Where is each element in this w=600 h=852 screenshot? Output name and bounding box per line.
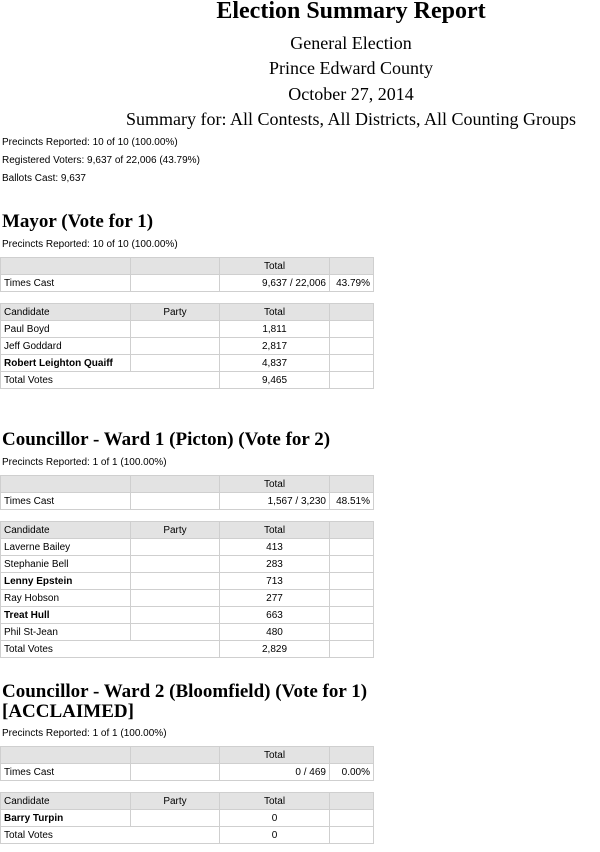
total-votes-value: 9,465 bbox=[220, 372, 330, 389]
candidate-name: Laverne Bailey bbox=[1, 539, 131, 556]
candidate-header: Candidate bbox=[1, 793, 131, 810]
total-header: Total bbox=[220, 793, 330, 810]
total-header: Total bbox=[220, 476, 330, 493]
candidate-total: 0 bbox=[220, 810, 330, 827]
table-row bbox=[1, 590, 374, 607]
total-header: Total bbox=[220, 747, 330, 764]
candidate-total: 413 bbox=[220, 539, 330, 556]
mayor-candidates-table bbox=[0, 303, 374, 389]
candidate-total: 277 bbox=[220, 590, 330, 607]
total-votes-row bbox=[1, 372, 374, 389]
total-votes-label: Total Votes bbox=[1, 641, 220, 658]
candidate-header: Candidate bbox=[1, 522, 131, 539]
candidate-total: 663 bbox=[220, 607, 330, 624]
candidate-header: Candidate bbox=[1, 304, 131, 321]
election-name: General Election bbox=[290, 33, 412, 53]
ward2-candidates-table bbox=[0, 792, 374, 844]
mayor-title: Mayor (Vote for 1) bbox=[2, 211, 154, 232]
county-name: Prince Edward County bbox=[269, 58, 433, 78]
total-header: Total bbox=[220, 258, 330, 275]
table-row bbox=[1, 810, 374, 827]
ward2-title-line1: Councillor - Ward 2 (Bloomfield) (Vote for 1) bbox=[2, 681, 368, 702]
ward2-times-cast-table bbox=[0, 746, 374, 781]
total-votes-row bbox=[1, 827, 374, 844]
candidate-name: Paul Boyd bbox=[1, 321, 131, 338]
candidate-total: 1,811 bbox=[220, 321, 330, 338]
party-header: Party bbox=[131, 793, 220, 810]
candidate-name: Barry Turpin bbox=[1, 810, 131, 827]
ward2-title bbox=[2, 682, 562, 722]
ward1-title: Councillor - Ward 1 (Picton) (Vote for 2) bbox=[2, 429, 331, 450]
candidate-name: Lenny Epstein bbox=[1, 573, 131, 590]
times-cast-percent: 0.00% bbox=[330, 764, 374, 781]
total-votes-row bbox=[1, 641, 374, 658]
summary-scope: Summary for: All Contests, All Districts, All Counting Groups bbox=[125, 109, 577, 129]
times-cast-value: 1,567 / 3,230 bbox=[220, 493, 330, 510]
candidate-name: Ray Hobson bbox=[1, 590, 131, 607]
candidate-name: Stephanie Bell bbox=[1, 556, 131, 573]
table-row bbox=[1, 355, 374, 372]
candidate-total: 283 bbox=[220, 556, 330, 573]
total-votes-value: 0 bbox=[220, 827, 330, 844]
candidate-name: Treat Hull bbox=[1, 607, 131, 624]
table-row bbox=[1, 321, 374, 338]
report-title: Election Summary Report bbox=[216, 0, 486, 24]
times-cast-value: 9,637 / 22,006 bbox=[220, 275, 330, 292]
mayor-precincts: Precincts Reported: 10 of 10 (100.00%) bbox=[2, 239, 178, 250]
times-cast-percent: 48.51% bbox=[330, 493, 374, 510]
ward1-times-cast-table bbox=[0, 475, 374, 510]
total-votes-label: Total Votes bbox=[1, 827, 220, 844]
total-votes-label: Total Votes bbox=[1, 372, 220, 389]
candidate-total: 4,837 bbox=[220, 355, 330, 372]
ward1-precincts: Precincts Reported: 1 of 1 (100.00%) bbox=[2, 457, 167, 468]
table-row bbox=[1, 607, 374, 624]
ward1-candidates-table bbox=[0, 521, 374, 658]
times-cast-label: Times Cast bbox=[1, 275, 131, 292]
ward2-title-line2: [ACCLAIMED] bbox=[2, 701, 134, 722]
candidate-total: 480 bbox=[220, 624, 330, 641]
table-row bbox=[1, 338, 374, 355]
total-header: Total bbox=[220, 522, 330, 539]
candidate-total: 713 bbox=[220, 573, 330, 590]
mayor-times-cast-table bbox=[0, 257, 374, 292]
party-header: Party bbox=[131, 304, 220, 321]
candidate-name: Jeff Goddard bbox=[1, 338, 131, 355]
election-date: October 27, 2014 bbox=[288, 84, 414, 104]
times-cast-percent: 43.79% bbox=[330, 275, 374, 292]
ward2-precincts: Precincts Reported: 1 of 1 (100.00%) bbox=[2, 728, 167, 739]
party-header: Party bbox=[131, 522, 220, 539]
total-header: Total bbox=[220, 304, 330, 321]
candidate-name: Phil St-Jean bbox=[1, 624, 131, 641]
precincts-reported: Precincts Reported: 10 of 10 (100.00%) bbox=[2, 137, 178, 148]
candidate-name: Robert Leighton Quaiff bbox=[1, 355, 131, 372]
table-row bbox=[1, 556, 374, 573]
candidate-total: 2,817 bbox=[220, 338, 330, 355]
ballots-cast: Ballots Cast: 9,637 bbox=[2, 173, 86, 184]
table-row bbox=[1, 539, 374, 556]
times-cast-label: Times Cast bbox=[1, 764, 131, 781]
table-row bbox=[1, 624, 374, 641]
times-cast-value: 0 / 469 bbox=[220, 764, 330, 781]
registered-voters: Registered Voters: 9,637 of 22,006 (43.79%) bbox=[2, 155, 200, 166]
total-votes-value: 2,829 bbox=[220, 641, 330, 658]
times-cast-label: Times Cast bbox=[1, 493, 131, 510]
table-row bbox=[1, 573, 374, 590]
